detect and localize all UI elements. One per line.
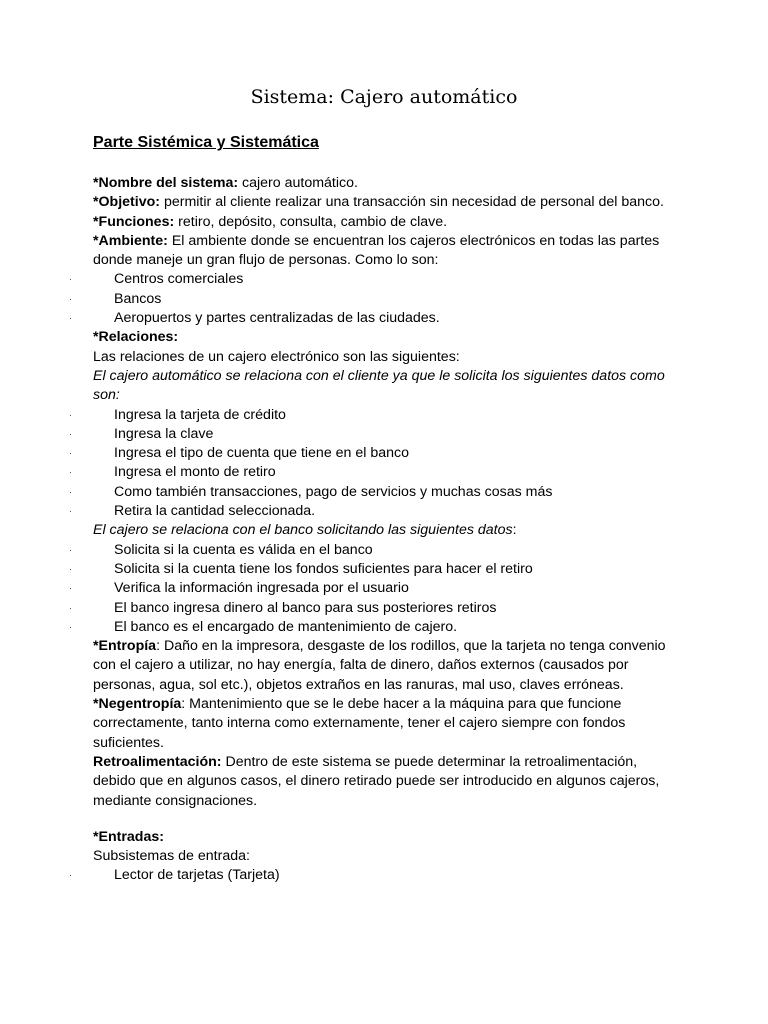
- entropia-text: : Daño en la impresora, desgaste de los rodillos, que la tarjeta no tenga convenio con el cajero a utilizar, no hay energía, falta de dinero, daños externos (causados por personas, agua, sol etc.), objetos extraños en las ranuras, mal uso, claves erróneas.: [93, 638, 666, 693]
- bullet-glyph: ·: [69, 544, 72, 555]
- funciones-paragraph: [93, 213, 683, 232]
- list-item: [69, 425, 683, 444]
- list-item: [69, 579, 683, 598]
- list-item-text: Solicita si la cuenta es válida en el banco: [114, 541, 373, 558]
- entradas-label-line: [93, 828, 683, 847]
- list-item-text: Ingresa la clave: [114, 425, 214, 442]
- objetivo-paragraph: [93, 193, 683, 212]
- list-item-text: Solicita si la cuenta tiene los fondos suficientes para hacer el retiro: [114, 560, 533, 577]
- list-item: [69, 502, 683, 521]
- relaciones-intro: Las relaciones de un cajero electrónico son las siguientes:: [93, 348, 460, 365]
- nombre-label: *Nombre del sistema:: [93, 175, 239, 191]
- list-item-text: Verifica la información ingresada por el usuario: [114, 580, 409, 597]
- list-item: [69, 309, 683, 328]
- banco-intro-colon: :: [512, 522, 517, 539]
- relaciones-label: *Relaciones:: [93, 329, 179, 346]
- paragraph-gap: [93, 811, 683, 828]
- ambiente-paragraph: [93, 232, 683, 271]
- bullet-glyph: ·: [69, 506, 72, 517]
- bullet-glyph: ·: [69, 274, 72, 285]
- list-item: [69, 406, 683, 425]
- list-item-text: Centros comerciales: [114, 271, 244, 288]
- list-item: [69, 618, 683, 637]
- list-item: [69, 290, 683, 309]
- relaciones-label-line: [93, 328, 683, 347]
- list-item: [69, 599, 683, 618]
- list-item: [69, 866, 683, 885]
- bullet-glyph: ·: [69, 486, 72, 497]
- list-item-text: Bancos: [114, 290, 162, 307]
- entradas-label: *Entradas:: [93, 828, 164, 845]
- ambiente-label: *Ambiente:: [93, 232, 168, 249]
- entropia-label: *Entropía: [93, 638, 157, 655]
- list-item-text: El banco es el encargado de mantenimiento de cajero.: [114, 618, 458, 635]
- retro-text: Dentro de este sistema se puede determinar la retroalimentación, debido que en algunos casos, el dinero retirado puede ser introducido en algunos cajeros, mediante consignaciones.: [93, 753, 660, 809]
- list-item: [69, 560, 683, 579]
- banco-intro: [93, 521, 683, 540]
- funciones-label: *Funciones:: [93, 213, 175, 230]
- list-item-text: Retira la cantidad seleccionada.: [114, 503, 316, 520]
- retro-paragraph: [93, 753, 683, 811]
- entropia-paragraph: [93, 637, 683, 695]
- ambiente-text: El ambiente donde se encuentran los cajeros electrónicos en todas las partes donde maneje un gran flujo de personas. Como lo son:: [93, 232, 660, 269]
- negentropia-text: : Mantenimiento que se le debe hacer a la máquina para que funcione correctamente, tanto interna como externamente, tener el cajero siempre con fondos suficientes.: [93, 696, 626, 751]
- list-item-text: Ingresa el tipo de cuenta que tiene en el banco: [114, 445, 410, 462]
- retro-label: Retroalimentación:: [93, 753, 222, 770]
- list-item: [69, 270, 683, 289]
- nombre-paragraph: [93, 174, 683, 193]
- bullet-glyph: ·: [69, 621, 72, 632]
- document-title: Sistema: Cajero automático: [250, 86, 518, 108]
- funciones-text: retiro, depósito, consulta, cambio de clave.: [174, 213, 448, 230]
- negentropia-label: *Negentropía: [93, 696, 182, 713]
- negentropia-paragraph: [93, 695, 683, 753]
- list-item-text: El banco ingresa dinero al banco para sus posteriores retiros: [114, 599, 497, 616]
- list-item: [69, 463, 683, 482]
- banco-intro-text: El cajero se relaciona con el banco solicitando las siguientes datos: [93, 522, 513, 539]
- bullet-glyph: ·: [69, 583, 72, 594]
- bullet-glyph: ·: [69, 870, 72, 881]
- objetivo-label: *Objetivo:: [93, 194, 161, 211]
- entradas-intro: Subsistemas de entrada:: [93, 848, 250, 865]
- nombre-text: cajero automático.: [238, 175, 358, 191]
- cliente-intro: [93, 367, 683, 406]
- bullet-glyph: ·: [69, 467, 72, 478]
- list-item: [69, 483, 683, 502]
- objetivo-text: permitir al cliente realizar una transacción sin necesidad de personal del banco.: [160, 194, 664, 211]
- list-item-text: Aeropuertos y partes centralizadas de las ciudades.: [114, 310, 440, 327]
- bullet-glyph: ·: [69, 293, 72, 304]
- list-item-text: Ingresa la tarjeta de crédito: [114, 406, 286, 423]
- bullet-glyph: ·: [69, 563, 72, 574]
- list-item-text: Lector de tarjetas (Tarjeta): [114, 867, 280, 884]
- document-body: [69, 174, 683, 886]
- cliente-intro-text: El cajero automático se relaciona con el cliente ya que le solicita los siguientes datos como son:: [93, 367, 665, 404]
- bullet-glyph: ·: [69, 602, 72, 613]
- bullet-glyph: ·: [69, 448, 72, 459]
- list-item: [69, 541, 683, 560]
- bullet-glyph: ·: [69, 313, 72, 324]
- list-item: [69, 444, 683, 463]
- list-item-text: Como también transacciones, pago de servicios y muchas cosas más: [114, 483, 553, 500]
- list-item-text: Ingresa el monto de retiro: [114, 464, 276, 481]
- bullet-glyph: ·: [69, 428, 72, 439]
- section-heading: Parte Sistémica y Sistemática: [93, 134, 319, 151]
- bullet-glyph: ·: [69, 409, 72, 420]
